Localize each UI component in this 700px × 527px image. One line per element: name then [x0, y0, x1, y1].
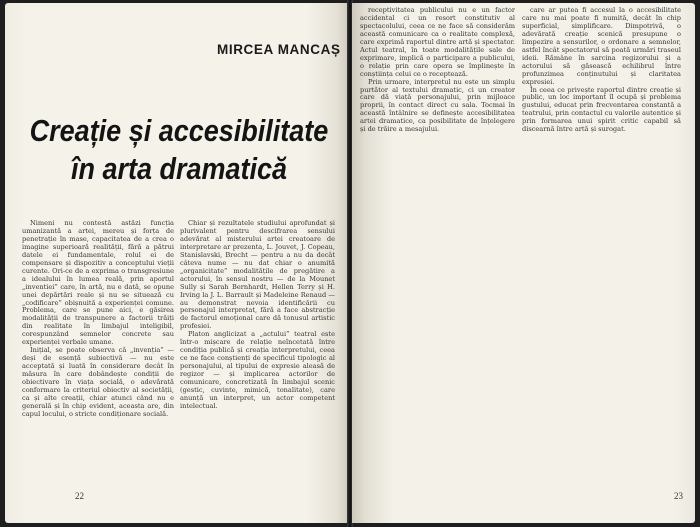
right-page-column-1 [360, 7, 515, 485]
paragraph: Nimeni nu contestă astăzi funcția umanizantă a artei, mereu și forța de penetrație în mase, capacitatea de a crea o imagine superioară realității, fără a pătrui datele ei fundamentale, rolul ei de compensare și dispozitiv a conceptului vieții curente. Ori-ce de a exprima o transgresiune a idealului în lumea reală, prin aportul „inventiei” care, în artă, nu e dată, se opune unei depărtări reale și nu se situează cu „codificare” obișnuită a experienței comune. Problema, care se pune aici, e găsirea modalității de transpunere a factorii trăiți din realitate în limbajul inteligibil, corespunzând semnelor concrete sau experienței verbale umane. [22, 220, 174, 347]
left-page-column-2 [180, 220, 335, 490]
title-line-1: Creație și accesibilitate [29, 114, 329, 148]
left-page [5, 3, 348, 523]
page-number-left: 22 [75, 491, 84, 501]
paragraph: Prin urmare, interpretul nu este un simplu purtător al textului dramatic, ci un creator care dă viață personajului, prin mijloace proprii, în contact direct cu sala. Tocmai în această întâlnire se definește accesibilitatea artei dramatice, ca posibilitate de înțelegere și de trăire a mesajului. [360, 77, 515, 134]
title-line-2: în arta dramatică [70, 152, 288, 186]
right-page-column-2 [522, 7, 681, 485]
left-page-column-1 [22, 220, 174, 490]
article-title [19, 112, 339, 188]
right-page [352, 3, 695, 523]
page-number-right: 23 [674, 491, 683, 501]
author-name: MIRCEA MANCAȘ [217, 42, 341, 57]
paragraph: Chiar și rezultatele studiului aprofundat și plurivalent pentru descifrarea sensului adevărat al misterului artei creatoare de interpretare ar prezenta, L. Jouvet, J. Copeau, Stanislavski, Brecht — pentru a nu da decât câteva nume — nu dat chiar o anumită „organicitate” modalitățile de pregătire a actorului, în sensul nostru — de la Mounet Sully și Sarah Bernhardt, Hellen Terry și H. Irving la J. L. Barrault și Madeleine Renaud — au demonstrat nevoia identificării cu personajul interpretat, fără a face abstracție de factorul emoțional care dă tonusul artistic profesiei. [180, 220, 335, 331]
paragraph: În ceea ce privește raportul dintre creație și public, un loc important îl ocupă și problema gustului, educat prin frecventarea constantă a teatrului, prin contactul cu valorile autentice și prin formarea unui spirit critic capabil să discearnă între artă și surogat. [522, 85, 681, 134]
paragraph: Inițial, se poate observa că „invenția” — deși de esență subiectivă — nu este acceptată și luată în considerare decât în măsura în care dobândește condiții de obiectivare în viața socială, o adevărată conformare la criteriul obiectiv al societății, ca și alte creații, chiar atunci când nu e generală și în chip evident, aceasta are, din capul locului, o stricte condiționare socială. [22, 346, 174, 418]
paragraph: Platon anglicizat a „actului” teatral este într-o mișcare de relație neîncetată între condiția publică și creația interpretului, ceea ce ne face conștienți de specificul tipologic al personajului, al tipului de expresie aleasă de regizor — și implicarea actorilor de comunicare, concretizată în limbajul scenic (gestic, cuvinte, mimică, tonalitate), care anunță un interpret, un actor competent intelectual. [180, 330, 335, 410]
paragraph: care ar putea fi accesul la o accesibilitate care nu mai poate fi numită, decât în chip superficial, simplificare. Dimpotrivă, o adevărată creație scenică presupune o limpezire a sensurilor, o ordonare a semnelor, astfel încât spectatorul să poată urmări traseul ideii. Rămâne în sarcina regizorului și a actorului să găsească echilibrul între profunzimea conținutului și claritatea expresiei. [522, 7, 681, 86]
paragraph: receptivitatea publicului nu e un factor accidental ci un resort constitutiv al spectacolului, ceea ce ne face să considerăm această comunicare ca o realitate complexă, care exprimă raportul dintre artă și spectator. Actul teatral, în toate modalitățile sale de exprimare, implică o participare a publicului, o relație prin care opera se împlinește în conștiința celui ce o receptează. [360, 7, 515, 78]
